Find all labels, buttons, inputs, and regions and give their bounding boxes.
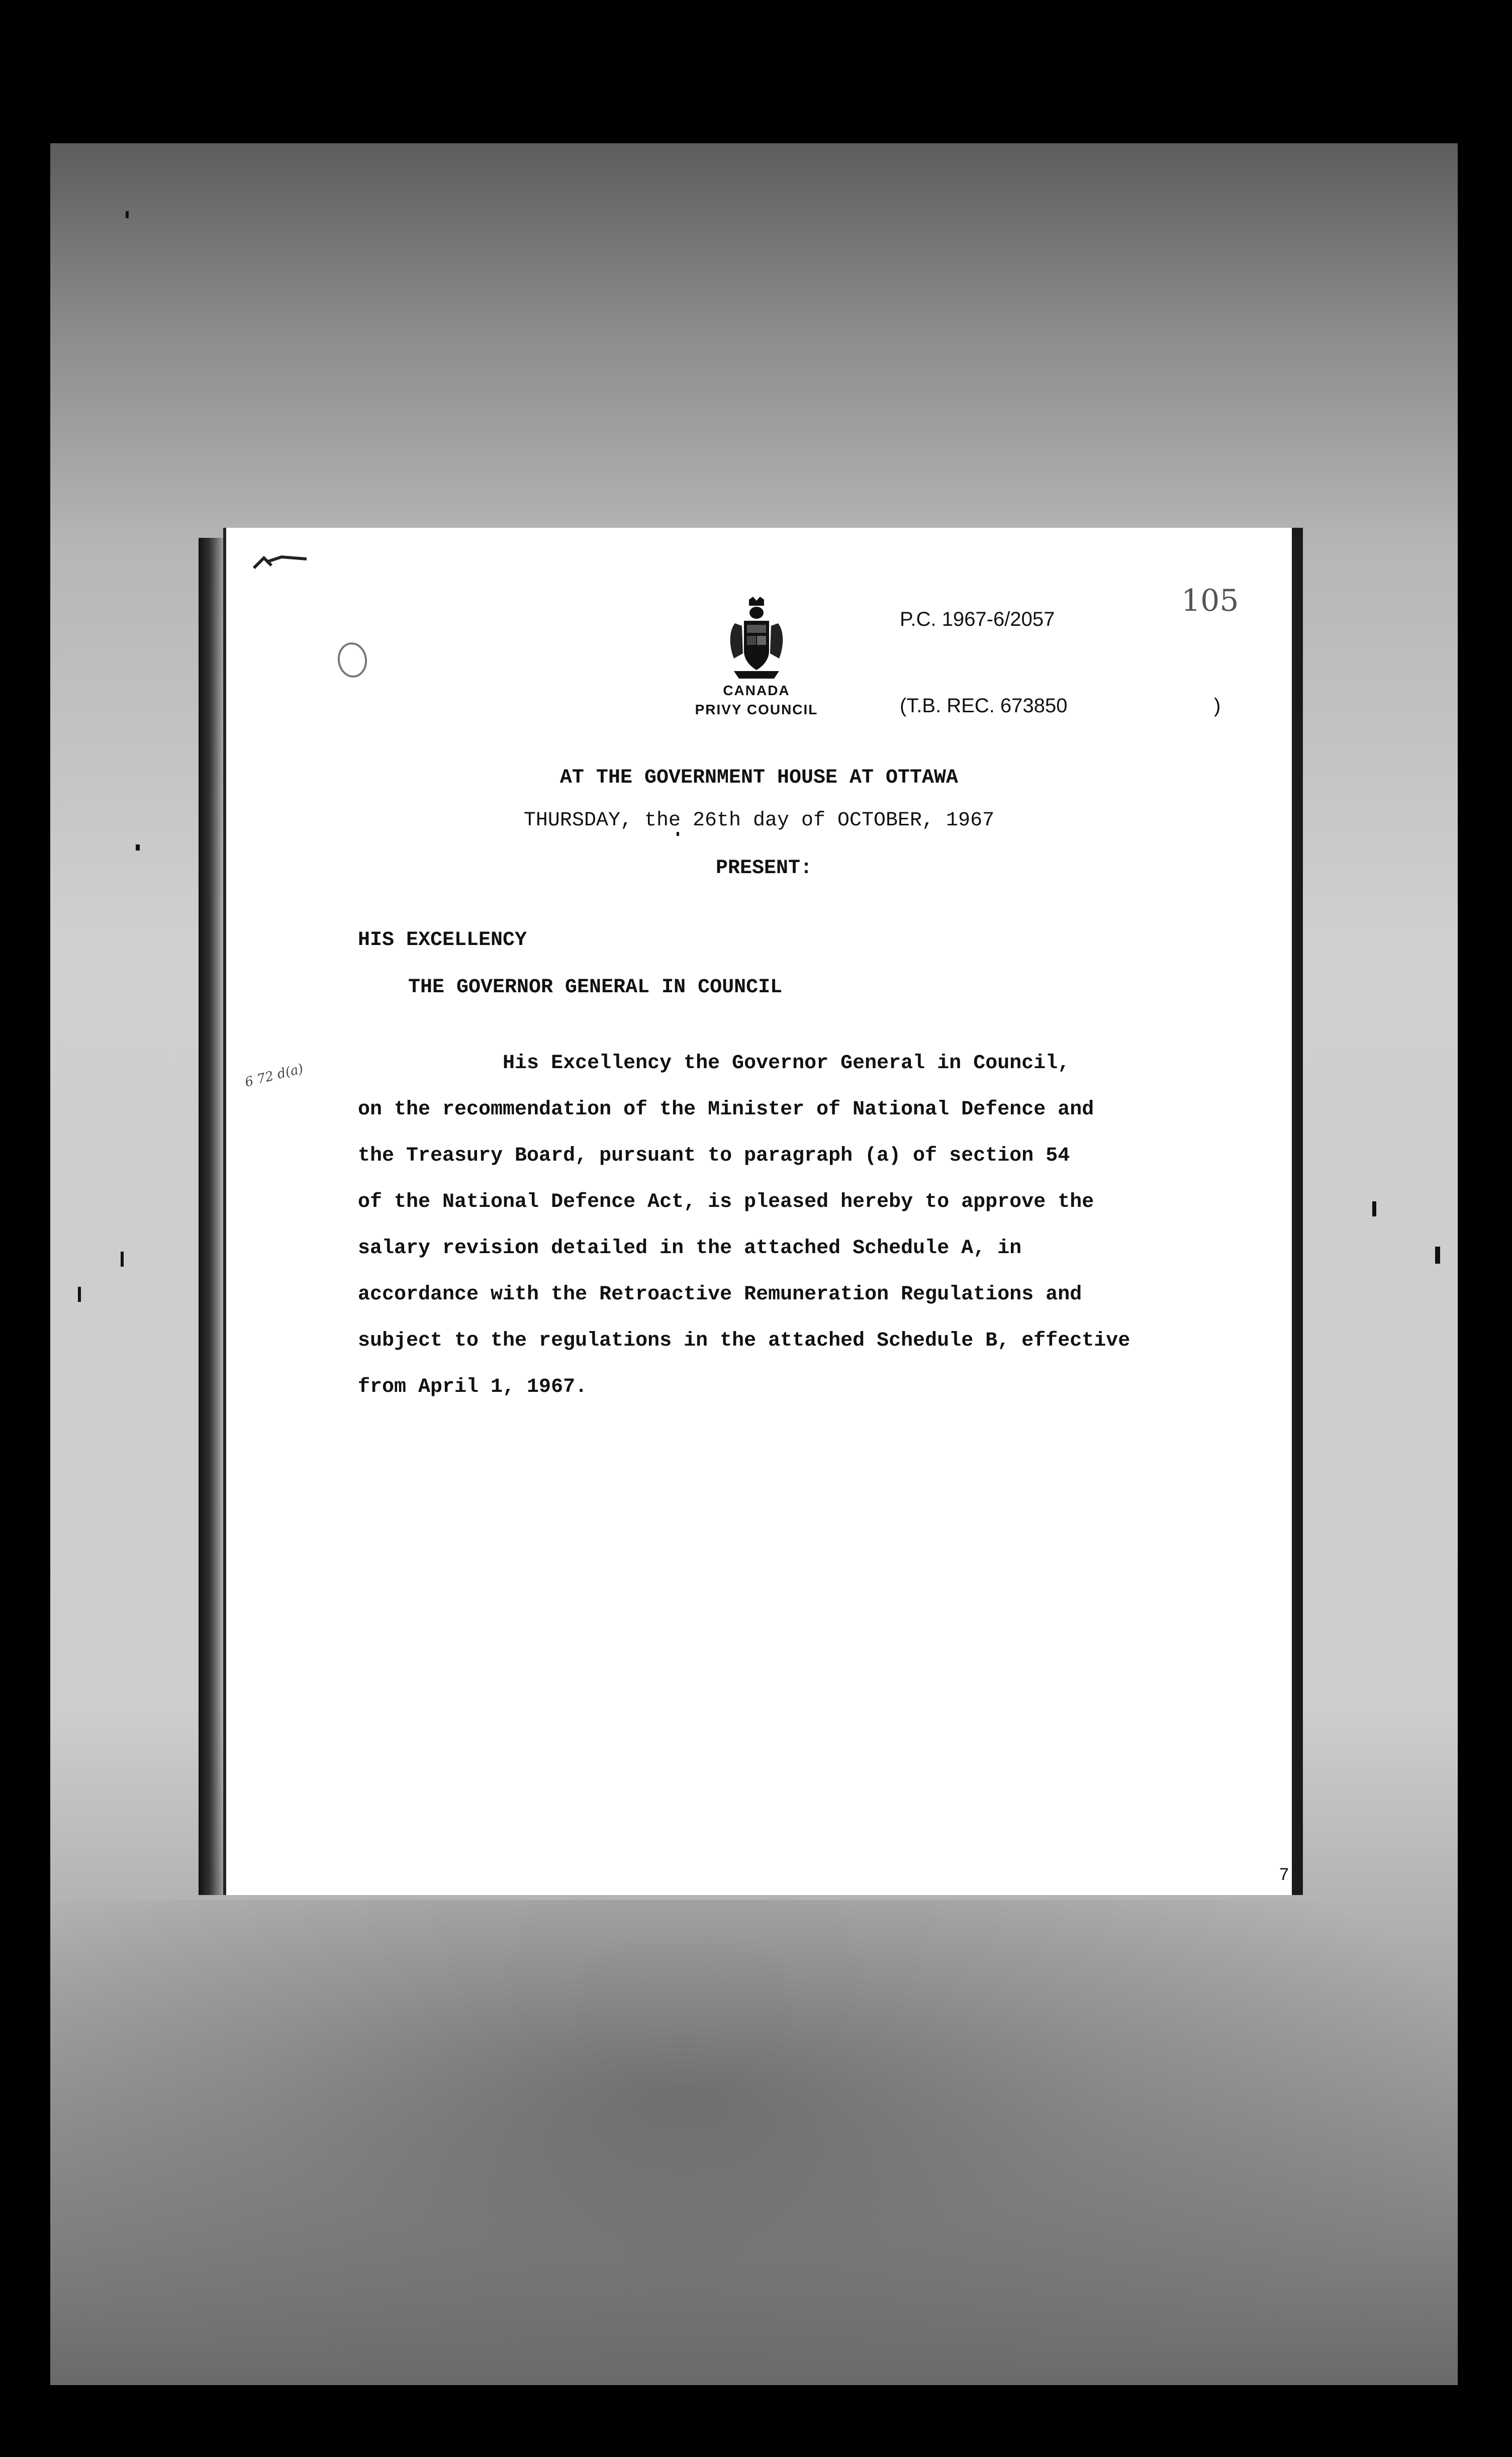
coat-of-arms-icon — [724, 596, 789, 681]
body-line: the Treasury Board, pursuant to paragraph (a) of section 54 — [358, 1145, 1070, 1167]
body-line: subject to the regulations in the attached Schedule B, effective — [358, 1330, 1130, 1352]
body-line: accordance with the Retroactive Remuneration Regulations and — [358, 1283, 1082, 1306]
governor-general-heading: THE GOVERNOR GENERAL IN COUNCIL — [408, 976, 783, 999]
agency-country: CANADA — [723, 683, 790, 698]
margin-handwritten-note: 6 72 d(a) — [243, 1061, 305, 1090]
page-edge-shadow — [199, 538, 226, 1895]
page-number: 7 — [1279, 1865, 1289, 1884]
corner-ink-mark — [251, 548, 312, 578]
body-line: on the recommendation of the Minister of National Defence and — [358, 1098, 1094, 1121]
agency-label — [684, 681, 829, 719]
stamp-number: 105 — [1181, 583, 1239, 618]
order-body-paragraph — [358, 1041, 1212, 1410]
scan-speck — [136, 844, 140, 850]
tb-rec-close-paren: ) — [1214, 695, 1221, 717]
body-line: His Excellency the Governor General in Council, — [358, 1052, 1070, 1075]
location-heading: AT THE GOVERNMENT HOUSE AT OTTAWA — [559, 767, 959, 789]
scan-speck — [126, 211, 129, 218]
scan-speck — [1435, 1247, 1440, 1264]
scan-speck — [78, 1287, 81, 1302]
scan-shadow — [50, 1900, 1458, 2385]
pc-number: P.C. 1967-6/2057 — [900, 608, 1055, 630]
body-line: salary revision detailed in the attached Schedule A, in — [358, 1237, 1022, 1260]
body-line: from April 1, 1967. — [358, 1376, 588, 1398]
date-line: THURSDAY, the 26th day of OCTOBER, 1967 — [523, 809, 995, 832]
present-heading: PRESENT: — [715, 857, 813, 880]
tb-rec-number: (T.B. REC. 673850 — [900, 695, 1068, 717]
his-excellency-heading: HIS EXCELLENCY — [358, 929, 527, 952]
scan-speck — [677, 832, 679, 836]
scan-speck — [121, 1252, 124, 1267]
agency-council: PRIVY COUNCIL — [695, 702, 818, 717]
scan-speck — [1372, 1201, 1376, 1216]
body-line: of the National Defence Act, is pleased hereby to approve the — [358, 1191, 1094, 1213]
